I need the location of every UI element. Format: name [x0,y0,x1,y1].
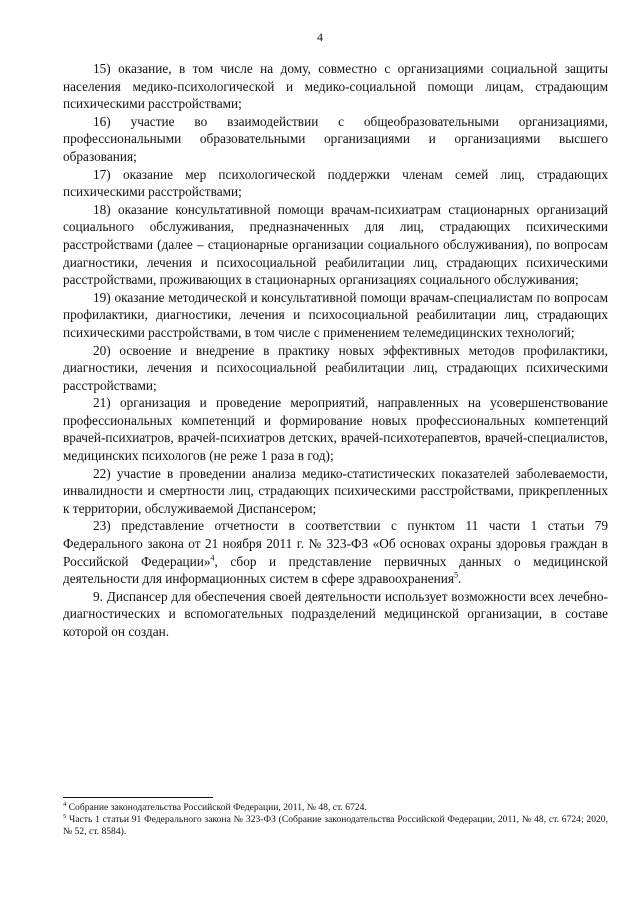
footnotes [63,802,608,839]
list-item-17: 17) оказание мер психологической поддержки членам семей лиц, страдающих психическими расстройствами; [63,166,608,200]
list-item-23 [63,517,608,587]
footnote-ref-5[interactable]: 5 [453,570,458,580]
list-item-15: 15) оказание, в том числе на дому, совместно с организациями социальной защиты населения медико-психологической и медико-социальной помощи лицам, страдающим психическими расстройствами; [63,61,608,112]
list-item-21: 21) организация и проведение мероприятий, направленных на усовершенствование профессиональных компетенций и формирование новых профессиональных компетенций врачей-психиатров, врачей-психиатров детских, врачей-психотерапевтов, врачей-специалистов, медицинских психологов (не реже 1 раза в год); [63,395,608,464]
list-item-18: 18) оказание консультативной помощи врачам-психиатрам стационарных организаций социального обслуживания, предназначенных для лиц, страдающих психическими расстройствами (далее – стационарные организации социального обслуживания), по вопросам диагностики, лечения и психосоциальной реабилитации лиц, страдающих психическими расстройствами, проживающих в стационарных организациях социального обслуживания; [63,201,608,288]
footnote-mark: 4 [63,800,67,808]
footnote-ref-4[interactable]: 4 [210,553,215,563]
footnote-text: Часть 1 статьи 91 Федерального закона № 323-ФЗ (Собрание законодательства Российской Федерации, 2011, № 48, ст. 6724; 2020, № 52, ст. 8584). [63,814,608,838]
footnote-5 [63,814,608,838]
list-item-23-text-part1: 23) представление отчетности в соответствии с пунктом 11 части 1 статьи 79 Федерального закона от 21 ноября 2011 г. № 323-ФЗ «Об основах охраны здоровья граждан в Российской Федерации» [63,518,608,569]
list-item-19: 19) оказание методической и консультативной помощи врачам-специалистам по вопросам профилактики, диагностики, лечения и психосоциальной реабилитации лиц, страдающих психическими расстройствами, в том числе с применением телемедицинских технологий; [63,289,608,340]
footnote-separator [63,797,213,798]
list-item-23-text-part3: . [457,571,462,587]
list-item-16: 16) участие во взаимодействии с общеобразовательными организациями, профессиональными образовательными организациями и организациями высшего образования; [63,113,608,164]
list-item-22: 22) участие в проведении анализа медико-статистических показателей заболеваемости, инвалидности и смертности лиц, страдающих психическими расстройствами, прикрепленных к территории, обслуживаемой Диспансером; [63,465,608,516]
footnote-text: Собрание законодательства Российской Федерации, 2011, № 48, ст. 6724. [66,802,367,813]
list-item-20: 20) освоение и внедрение в практику новых эффективных методов профилактики, диагностики, лечения и психосоциальной реабилитации лиц, страдающих психическими расстройствами; [63,342,608,393]
footnote-4 [63,802,608,814]
document-body [63,60,608,641]
clause-9: 9. Диспансер для обеспечения своей деятельности использует возможности всех лечебно-диагностических и вспомогательных подразделений медицинской организации, в составе которой он создан. [63,588,608,639]
footnote-mark: 5 [63,813,67,821]
page-number: 4 [317,30,323,44]
list-item-23-text-part2: , сбор и представление первичных данных о медицинской деятельности для информационных систем в сфере здравоохранения [63,553,608,587]
